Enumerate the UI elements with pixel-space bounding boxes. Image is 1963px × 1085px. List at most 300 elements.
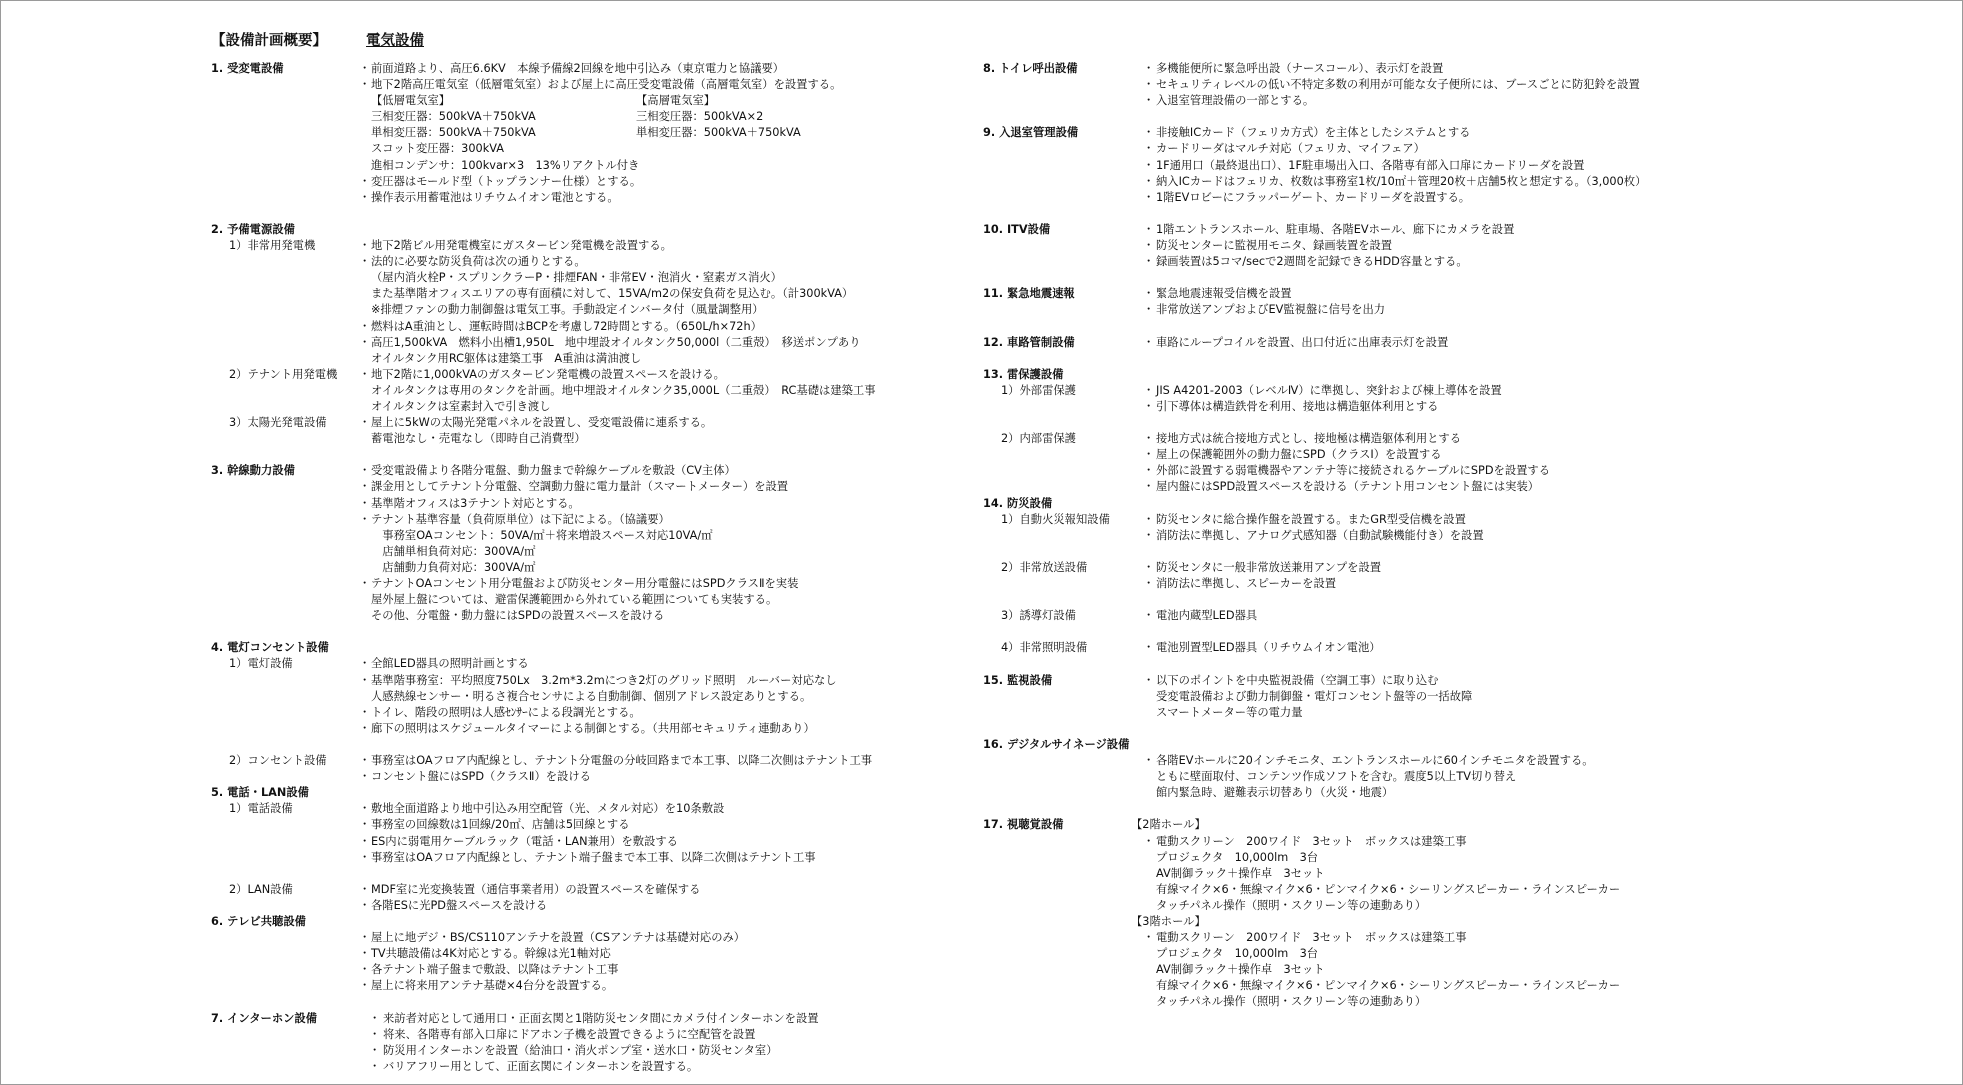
bullet: ・	[359, 979, 371, 993]
item-text: その他、分電盤・動力盤にはSPDの設置スペースを設ける	[371, 609, 665, 623]
item-text: オイルタンク用RC躯体は建築工事 A重油は満油渡し	[371, 351, 642, 365]
item-text: 非接触ICカード（フェリカ方式）を主体としたシステムとする	[1156, 126, 1471, 140]
line-row	[211, 270, 971, 286]
item-text: テナント基準容量（負荷原単位）は下記による。（協議要）	[371, 512, 670, 526]
item-text: 有線マイク×6・無線マイク×6・ピンマイク×6・シーリングスピーカー・ラインスピーカー	[1156, 882, 1621, 896]
item-text: 事務室はOAフロア内配線とし、テナント端子盤まで本工事、以降二次側はテナント工事	[371, 850, 816, 864]
item-text: 以下のポイントを中央監視設備（空調工事）に取り込む	[1156, 673, 1439, 687]
line-row	[983, 834, 1783, 850]
bullet: ・	[359, 62, 371, 75]
line-row	[983, 882, 1783, 898]
bullet: ・	[1143, 512, 1155, 526]
line-row	[983, 608, 1783, 624]
bullet: ・	[359, 931, 371, 945]
line-row	[211, 882, 971, 898]
subsection-heading: 2）LAN設備	[229, 882, 293, 896]
line-row	[211, 850, 971, 866]
line-row	[983, 656, 1783, 672]
item-text: 屋内盤にはSPD設置スペースを設ける（テナント用コンセント盤には実装）	[1156, 480, 1540, 494]
line-row	[211, 608, 971, 624]
line-row	[211, 962, 971, 978]
bullet: ・	[1143, 190, 1155, 204]
item-text: 録画装置は5コマ/secで2週間を記録できるHDD容量とする。	[1156, 255, 1468, 269]
line-row	[211, 1043, 971, 1059]
line-row	[211, 463, 971, 479]
line-row	[211, 640, 971, 656]
line-row	[211, 592, 971, 608]
item-text: TV共聴設備は4K対応とする。幹線は光1軸対応	[371, 947, 611, 961]
item-text: ES内に弱電用ケーブルラック（電話・LAN兼用）を敷設する	[371, 834, 678, 848]
subsection-heading: 1）電話設備	[229, 802, 293, 816]
line-row	[211, 206, 971, 222]
item-text: 車路にループコイルを設置、出口付近に出庫表示灯を設置	[1156, 335, 1449, 349]
line-row	[983, 351, 1783, 367]
bullet: ・	[359, 657, 371, 671]
item-text: 店舗動力負荷対応：300VA/㎡	[371, 560, 536, 574]
item-text: 防災センタに一般非常放送兼用アンプを設置	[1156, 560, 1382, 574]
bullet: ・	[359, 480, 371, 494]
bullet: ・	[359, 78, 371, 92]
line-row	[211, 576, 971, 592]
bullet: ・	[1143, 528, 1155, 542]
line-row	[211, 222, 971, 238]
line-row	[211, 930, 971, 946]
line-row	[211, 624, 971, 640]
bullet: ・	[359, 850, 371, 864]
line-row	[211, 496, 971, 512]
item-text: バリアフリー用として、正面玄関にインターホンを設置する。	[383, 1059, 699, 1073]
subsection-heading: 2）非常放送設備	[1001, 560, 1088, 574]
item-text: 1階エントランスホール、駐車場、各階EVホール、廊下にカメラを設置	[1156, 222, 1515, 236]
item-text: JIS A4201-2003（レベルⅣ）に準拠し、突針および棟上導体を設置	[1156, 383, 1502, 397]
line-row	[211, 785, 971, 801]
bullet: ・	[1143, 158, 1155, 172]
item-text: また基準階オフィスエリアの専有面積に対して、15VA/m2の保安負荷を見込む。（計300kVA）	[371, 287, 854, 301]
section-heading: 5. 電話・LAN設備	[211, 786, 309, 800]
item-text: 各階EVホールに20インチモニタ、エントランスホールに60インチモニタを設置する。	[1156, 754, 1594, 768]
line-row	[211, 254, 971, 270]
line-row	[211, 721, 971, 737]
line-row	[211, 141, 971, 157]
item-text: 電動スクリーン 200ワイド 3セット ボックスは建築工事	[1156, 931, 1467, 945]
subsection-heading: 2）内部雷保護	[1001, 432, 1076, 446]
section-heading: 1. 受変電設備	[211, 62, 284, 75]
item-text: 1F通用口（最終退出口）、1F駐車場出入口、各階専有部入口扉にカードリーダを設置	[1156, 158, 1585, 172]
bullet: ・	[359, 416, 371, 430]
item-text: 操作表示用蓄電池はリチウムイオン電池とする。	[371, 190, 619, 204]
line-row	[983, 319, 1783, 335]
item-text: MDF室に光変換装置（通信事業者用）の設置スペースを確保する	[371, 882, 701, 896]
item-text: 各テナント端子盤まで敷設、以降はテナント工事	[371, 963, 619, 977]
page-title: 【設備計画概要】	[211, 33, 327, 49]
item-text: 消防法に準拠し、スピーカーを設置	[1156, 577, 1337, 590]
item-text: 電池別置型LED器具（リチウムイオン電池）	[1156, 641, 1381, 655]
line-row	[983, 302, 1783, 318]
bullet: ・	[369, 1059, 381, 1073]
item-text: 各階ESに光PD盤スペースを設ける	[371, 898, 548, 912]
line-row	[211, 399, 971, 415]
line-row	[211, 673, 971, 689]
line-row	[211, 705, 971, 721]
bullet: ・	[359, 367, 371, 381]
line-row	[211, 415, 971, 431]
item-text: 法的に必要な防災負荷は次の通りとする。	[371, 255, 586, 269]
item-text: 引下導体は構造鉄骨を利用、接地は構造躯体利用とする	[1156, 399, 1439, 413]
line-row	[211, 335, 971, 351]
line-row	[211, 431, 971, 447]
item-text: テナントOAコンセント用分電盤および防災センター用分電盤にはSPDクラスⅡを実装	[371, 577, 799, 590]
line-row	[211, 946, 971, 962]
bullet: ・	[1143, 399, 1155, 413]
bullet: ・	[1143, 126, 1155, 140]
line-row	[983, 335, 1783, 351]
bullet: ・	[359, 673, 371, 687]
item-text: 【低層電気室】	[371, 94, 451, 108]
item-text: 地下2階に1,000kVAのガスタービン発電機の設置スペースを設ける。	[371, 367, 725, 381]
bullet: ・	[359, 464, 371, 478]
item-text: 変圧器はモールド型（トップランナー仕様）とする。	[371, 174, 642, 188]
line-row	[983, 528, 1783, 544]
line-row	[983, 270, 1783, 286]
bullet: ・	[359, 834, 371, 848]
line-row	[211, 125, 971, 141]
bullet: ・	[1143, 142, 1155, 156]
line-row	[211, 737, 971, 753]
line-row	[983, 689, 1783, 705]
section-heading: 12. 車路管制設備	[983, 335, 1075, 349]
line-row	[983, 415, 1783, 431]
line-row	[211, 528, 971, 544]
line-row	[983, 544, 1783, 560]
line-row	[983, 512, 1783, 528]
line-row	[211, 190, 971, 206]
bullet: ・	[359, 754, 371, 768]
item-text: タッチパネル操作（照明・スクリーン等の連動あり）	[1156, 898, 1427, 912]
subsection-heading: 1）電灯設備	[229, 657, 293, 671]
item-text: 緊急地震速報受信機を設置	[1156, 287, 1292, 301]
bullet: ・	[359, 721, 371, 735]
item-text: 屋上の保護範囲外の動力盤にSPD（クラスⅠ）を設置する	[1156, 448, 1442, 462]
line-row	[211, 383, 971, 399]
item-text: セキュリティレベルの低い不特定多数の利用が可能な女子便所には、ブースごとに防犯鈴を設置	[1156, 78, 1640, 92]
line-row	[211, 817, 971, 833]
bullet: ・	[1143, 834, 1155, 848]
item-text: コンセント盤にはSPD（クラスⅡ）を設ける	[371, 770, 591, 784]
section-heading: 8. トイレ呼出設備	[983, 62, 1078, 75]
item-text: 1階EVロビーにフラッパーゲート、カードリーダを設置する。	[1156, 190, 1471, 204]
line-row	[211, 447, 971, 463]
line-row	[211, 801, 971, 817]
line-row	[983, 431, 1783, 447]
line-row	[983, 158, 1783, 174]
bullet: ・	[359, 190, 371, 204]
item-text: 燃料はA重油とし、運転時間はBCPを考慮し72時間とする。（650L/h×72h）	[371, 319, 762, 333]
item-text: ともに壁面取付、コンテンツ作成ソフトを含む。震度5以上TV切り替え	[1156, 770, 1517, 784]
line-row	[983, 673, 1783, 689]
line-row	[983, 576, 1783, 592]
item-text: プロジェクタ 10,000lm 3台	[1156, 947, 1319, 961]
subsection-heading: 1）非常用発電機	[229, 239, 316, 253]
section-heading: 16. デジタルサイネージ設備	[983, 737, 1130, 751]
line-row	[983, 640, 1783, 656]
line-row	[983, 785, 1783, 801]
line-row	[983, 914, 1783, 930]
item-text: 基準階オフィスは3テナント対応とする。	[371, 496, 580, 510]
bullet: ・	[369, 1043, 381, 1057]
item-text: 受変電設備および動力制御盤・電灯コンセント盤等の一括故障	[1156, 689, 1473, 703]
line-row	[983, 286, 1783, 302]
item-text: 有線マイク×6・無線マイク×6・ピンマイク×6・シーリングスピーカー・ラインスピーカー	[1156, 979, 1621, 993]
line-row	[983, 946, 1783, 962]
bullet: ・	[359, 770, 371, 784]
section-heading: 17. 視聴覚設備	[983, 818, 1064, 832]
item-text: 基準階事務室：平均照度750Lx 3.2m*3.2mにつき2灯のグリッド照明 ルーバー対応なし	[371, 673, 837, 687]
bullet: ・	[359, 174, 371, 188]
section-heading: 11. 緊急地震速報	[983, 287, 1075, 301]
item-text: 電動スクリーン 200ワイド 3セット ボックスは建築工事	[1156, 834, 1467, 848]
line-row	[983, 93, 1783, 109]
item-text-secondary: 単相変圧器：500kVA＋750kVA	[636, 126, 801, 140]
bullet: ・	[359, 963, 371, 977]
section-heading: 13. 雷保護設備	[983, 367, 1064, 381]
item-text: 来訪者対応として通用口・正面玄関と1階防災センタ間にカメラ付インターホンを設置	[383, 1011, 819, 1025]
item-text: 電池内蔵型LED器具	[1156, 609, 1258, 623]
line-row	[983, 930, 1783, 946]
item-text: 入退室管理設備の一部とする。	[1156, 94, 1315, 108]
right-column	[983, 61, 1783, 1011]
line-row	[983, 721, 1783, 737]
item-text: スコット変圧器：300kVA	[371, 142, 504, 156]
line-row	[983, 817, 1783, 833]
item-text: 事務室はOAフロア内配線とし、テナント分電盤の分岐回路まで本工事、以降二次側はテナント工事	[371, 754, 873, 768]
bullet: ・	[1143, 609, 1155, 623]
line-row	[211, 1027, 971, 1043]
item-text: 屋外屋上盤については、避雷保護範囲から外れている範囲についても実装する。	[371, 593, 778, 607]
bullet: ・	[1143, 448, 1155, 462]
line-row	[211, 560, 971, 576]
bullet: ・	[1143, 432, 1155, 446]
bullet: ・	[359, 239, 371, 253]
line-row	[211, 93, 971, 109]
section-heading: 2. 予備電源設備	[211, 222, 295, 236]
line-row	[211, 689, 971, 705]
item-text: 高圧1,500kVA 燃料小出槽1,950L 地中埋設オイルタンク50,000l（二重殻） 移送ポンプあり	[371, 335, 861, 349]
line-row	[983, 61, 1783, 77]
line-row	[983, 125, 1783, 141]
line-row	[211, 866, 971, 882]
line-row	[211, 994, 971, 1010]
item-text: カードリーダはマルチ対応（フェリカ、マイフェア）	[1156, 142, 1425, 156]
line-row	[983, 962, 1783, 978]
line-row	[211, 109, 971, 125]
item-text: 事務室OAコンセント：50VA/㎡＋将来増設スペース対応10VA/㎡	[371, 528, 713, 542]
bullet: ・	[1143, 239, 1155, 253]
line-row	[211, 367, 971, 383]
line-row	[983, 367, 1783, 383]
item-text: 多機能便所に緊急呼出設（ナースコール）、表示灯を設置	[1156, 62, 1444, 75]
line-row	[211, 158, 971, 174]
item-text: スマートメーター等の電力量	[1156, 705, 1303, 719]
line-row	[983, 737, 1783, 753]
hall-heading: 【2階ホール】	[1131, 818, 1206, 832]
section-heading: 3. 幹線動力設備	[211, 464, 295, 478]
line-row	[983, 624, 1783, 640]
item-text: 店舗単相負荷対応：300VA/㎡	[371, 544, 536, 558]
section-heading: 9. 入退室管理設備	[983, 126, 1079, 140]
bullet: ・	[359, 818, 371, 832]
item-text: 将来、各階専有部入口扉にドアホン子機を設置できるように空配管を設置	[383, 1027, 756, 1041]
item-text: 前面道路より、高圧6.6KV 本線予備線2回線を地中引込み（東京電力と協議要）	[371, 62, 785, 75]
bullet: ・	[1143, 335, 1155, 349]
bullet: ・	[1143, 560, 1155, 574]
section-heading: 6. テレビ共聴設備	[211, 914, 306, 928]
item-text: 廊下の照明はスケジュールタイマーによる制御とする。（共用部セキュリティ連動あり）	[371, 721, 815, 735]
item-text: 三相変圧器：500kVA＋750kVA	[371, 110, 536, 124]
item-text: 屋上に5kWの太陽光発電パネルを設置し、受変電設備に連系する。	[371, 416, 713, 430]
line-row	[211, 351, 971, 367]
line-row	[983, 206, 1783, 222]
section-heading: 15. 監視設備	[983, 673, 1053, 687]
line-row	[211, 914, 971, 930]
bullet: ・	[369, 1027, 381, 1041]
line-row	[983, 850, 1783, 866]
item-text: 受変電設備より各階分電盤、動力盤まで幹線ケーブルを敷設（CV主体）	[371, 464, 736, 478]
item-text: （屋内消火栓P・スプリンクラーP・排煙FAN・非常EV・泡消火・窒素ガス消火）	[371, 271, 782, 285]
bullet: ・	[1143, 480, 1155, 494]
item-text: 課金用としてテナント分電盤、空調動力盤に電力量計（スマートメーター）を設置	[371, 480, 789, 494]
bullet: ・	[359, 319, 371, 333]
subsection-heading: 3）太陽光発電設備	[229, 416, 327, 430]
bullet: ・	[359, 496, 371, 510]
line-row	[983, 447, 1783, 463]
subsection-heading: 4）非常照明設備	[1001, 641, 1088, 655]
bullet: ・	[1143, 78, 1155, 92]
line-row	[211, 656, 971, 672]
item-text: 納入ICカードはフェリカ、枚数は事務室1枚/10㎡＋管理20枚＋店舗5枚と想定する。（3,000枚）	[1156, 174, 1647, 188]
bullet: ・	[1143, 287, 1155, 301]
line-row	[983, 109, 1783, 125]
line-row	[983, 222, 1783, 238]
line-row	[983, 705, 1783, 721]
line-row	[983, 560, 1783, 576]
line-row	[983, 801, 1783, 817]
item-text: 外部に設置する弱電機器やアンテナ等に接続されるケーブルにSPDを設置する	[1156, 464, 1551, 478]
line-row	[983, 190, 1783, 206]
line-row	[211, 898, 971, 914]
hall-heading: 【3階ホール】	[1131, 914, 1206, 928]
section-heading: 10. ITV設備	[983, 222, 1051, 236]
subsection-heading: 2）コンセント設備	[229, 754, 327, 768]
bullet: ・	[359, 705, 371, 719]
line-row	[983, 496, 1783, 512]
item-text: 全館LED器具の照明計画とする	[371, 657, 529, 671]
bullet: ・	[1143, 754, 1155, 768]
line-row	[211, 61, 971, 77]
item-text: 事務室の回線数は1回線/20㎡、店舗は5回線とする	[371, 818, 630, 832]
page-subtitle: 電気設備	[366, 33, 424, 49]
item-text: 接地方式は統合接地方式とし、接地極は構造躯体利用とする	[1156, 432, 1462, 446]
line-row	[211, 544, 971, 560]
line-row	[983, 383, 1783, 399]
item-text: 人感熱線センサー・明るさ複合センサによる自動制御、個別アドレス設定ありとする。	[371, 689, 812, 703]
item-text: AV制御ラック＋操作卓 3セット	[1156, 866, 1325, 880]
line-row	[983, 399, 1783, 415]
line-row	[983, 141, 1783, 157]
item-text: 消防法に準拠し、アナログ式感知器（自動試験機能付き）を設置	[1156, 528, 1484, 542]
bullet: ・	[359, 947, 371, 961]
line-row	[211, 319, 971, 335]
line-row	[211, 77, 971, 93]
item-text: ※排煙ファンの動力制御盤は電気工事。手動設定インバータ付（風量調整用）	[371, 303, 764, 317]
bullet: ・	[359, 255, 371, 269]
line-row	[983, 753, 1783, 769]
line-row	[983, 978, 1783, 994]
item-text: 防災センタに総合操作盤を設置する。またGR型受信機を設置	[1156, 512, 1466, 526]
item-text: 館内緊急時、避難表示切替あり（火災・地震）	[1156, 786, 1394, 800]
line-row	[983, 463, 1783, 479]
item-text: オイルタンクは専用のタンクを計画。地中埋設オイルタンク35,000L（二重殻） RC基礎は建築工事	[371, 383, 876, 397]
line-row	[211, 1011, 971, 1027]
line-row	[983, 898, 1783, 914]
item-text: 屋上に将来用アンテナ基礎×4台分を設置する。	[371, 979, 614, 993]
bullet: ・	[1143, 255, 1155, 269]
line-row	[983, 769, 1783, 785]
bullet: ・	[359, 577, 371, 590]
subsection-heading: 3）誘導灯設備	[1001, 609, 1076, 623]
bullet: ・	[1143, 94, 1155, 108]
item-text: トイレ、階段の照明は人感ｾﾝｻｰによる段調光とする。	[371, 705, 641, 719]
bullet: ・	[1143, 303, 1155, 317]
bullet: ・	[359, 335, 371, 349]
bullet: ・	[1143, 174, 1155, 188]
line-row	[211, 286, 971, 302]
item-text-secondary: 三相変圧器：500kVA×2	[636, 110, 764, 124]
item-text: タッチパネル操作（照明・スクリーン等の連動あり）	[1156, 995, 1427, 1009]
line-row	[211, 753, 971, 769]
subsection-heading: 1）外部雷保護	[1001, 383, 1076, 397]
bullet: ・	[1143, 62, 1155, 75]
item-text: 地下2階ビル用発電機室にガスタービン発電機を設置する。	[371, 239, 672, 253]
left-column	[211, 61, 971, 1075]
bullet: ・	[1143, 641, 1155, 655]
section-heading: 4. 電灯コンセント設備	[211, 641, 329, 655]
bullet: ・	[359, 882, 371, 896]
line-row	[983, 592, 1783, 608]
line-row	[983, 174, 1783, 190]
bullet: ・	[359, 512, 371, 526]
item-text-secondary: 【高層電気室】	[636, 94, 716, 108]
line-row	[211, 1059, 971, 1075]
item-text: プロジェクタ 10,000lm 3台	[1156, 850, 1319, 864]
bullet: ・	[1143, 577, 1155, 590]
line-row	[211, 174, 971, 190]
section-heading: 7. インターホン設備	[211, 1011, 318, 1025]
line-row	[211, 512, 971, 528]
line-row	[211, 238, 971, 254]
line-row	[983, 479, 1783, 495]
bullet: ・	[359, 898, 371, 912]
bullet: ・	[1143, 673, 1155, 687]
item-text: 屋上に地デジ・BS/CS110アンテナを設置（CSアンテナは基礎対応のみ）	[371, 931, 746, 945]
bullet: ・	[1143, 383, 1155, 397]
item-text: 単相変圧器：500kVA＋750kVA	[371, 126, 536, 140]
item-text: AV制御ラック＋操作卓 3セット	[1156, 963, 1325, 977]
item-text: 防災用インターホンを設置（給油口・消火ポンプ室・送水口・防災センタ室）	[383, 1043, 778, 1057]
subsection-heading: 1）自動火災報知設備	[1001, 512, 1110, 526]
bullet: ・	[369, 1011, 381, 1025]
item-text: 非常放送アンプおよびEV監視盤に信号を出力	[1156, 303, 1386, 317]
line-row	[983, 77, 1783, 93]
